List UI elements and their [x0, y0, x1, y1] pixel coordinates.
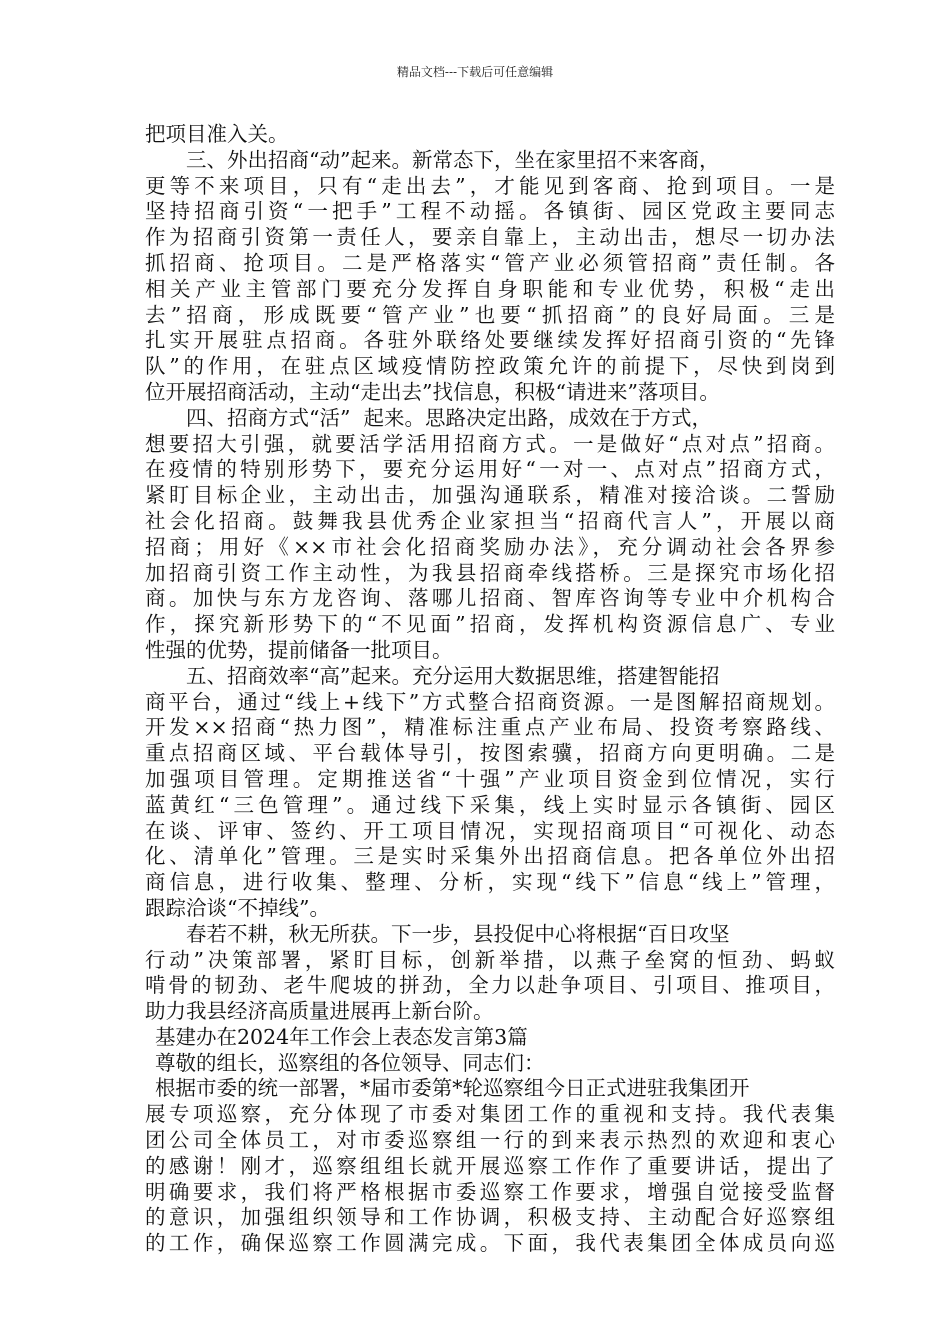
- text-line: 五、招商效率“高”起来。充分运用大数据思维，搭建智能招: [186, 663, 720, 688]
- text-line: 更等不来项目，只有“走出去”，才能见到客商、抢到项目。一是: [145, 173, 835, 198]
- text-line: 在疫情的特别形势下，要充分运用好“一对一、点对点”招商方式，: [145, 457, 835, 482]
- text-line: 作为招商引资第一责任人，要亲自靠上，主动出击，想尽一切办法: [145, 225, 835, 250]
- text-line: 相关产业主管部门要充分发挥自身职能和专业优势，积极“走出: [145, 276, 835, 301]
- text-line: 招商；用好《××市社会化招商奖励办法》，充分调动社会各界参: [145, 534, 835, 559]
- text-line: 四、招商方式“活” 起来。思路决定出路，成效在于方式，: [186, 405, 712, 430]
- text-line: 加招商引资工作主动性，为我县招商牵线搭桥。三是探究市场化招: [145, 560, 835, 585]
- text-line: 助力我县经济高质量进展再上新台阶。: [145, 999, 494, 1024]
- text-line: 团公司全体员工，对市委巡察组一行的到来表示热烈的欢迎和衷心: [145, 1128, 835, 1153]
- text-line: 跟踪洽谈“不掉线”。: [145, 895, 330, 920]
- text-line: 行动”决策部署，紧盯目标，创新举措，以燕子垒窝的恒劲、蚂蚁: [145, 947, 835, 972]
- text-line: 把项目准入关。: [145, 122, 289, 146]
- text-line: 性强的优势，提前储备一批项目。: [145, 637, 453, 662]
- text-line: 扎实开展驻点招商。各驻外联络处要继续发挥好招商引资的“先锋: [145, 328, 835, 353]
- text-line: 基建办在2024年工作会上表态发言第3篇: [155, 1024, 528, 1049]
- text-line: 加强项目管理。定期推送省“十强”产业项目资金到位情况，实行: [145, 766, 835, 791]
- text-line: 坚持招商引资“一把手”工程不动摇。各镇街、园区党政主要同志: [145, 199, 835, 224]
- text-line: 社会化招商。鼓舞我县优秀企业家担当“招商代言人”，开展以商: [145, 508, 835, 533]
- text-line: 尊敬的组长，巡察组的各位领导、同志们：: [155, 1050, 545, 1075]
- text-line: 想要招大引强，就要活学活用招商方式。一是做好“点对点”招商。: [145, 431, 835, 456]
- text-line: 蓝黄红“三色管理”。通过线下采集，线上实时显示各镇街、园区: [145, 792, 835, 817]
- text-line: 啃骨的韧劲、老牛爬坡的拼劲，全力以赴争项目、引项目、推项目，: [145, 973, 835, 998]
- text-line: 化、清单化”管理。三是实时采集外出招商信息。把各单位外出招: [145, 844, 835, 869]
- text-line: 开发××招商“热力图”，精准标注重点产业布局、投资考察路线、: [145, 715, 835, 740]
- text-line: 的工作，确保巡察工作圆满完成。下面，我代表集团全体成员向巡: [145, 1231, 835, 1256]
- text-line: 根据市委的统一部署，*届市委第*轮巡察组今日正式进驻我集团开: [155, 1076, 750, 1101]
- text-line: 商平台，通过“线上+线下”方式整合招商资源。一是图解招商规划。: [145, 689, 835, 714]
- document-body: [145, 122, 835, 1257]
- text-line: 的感谢！刚才，巡察组组长就开展巡察工作作了重要讲话，提出了: [145, 1153, 835, 1178]
- text-line: 的意识，加强组织领导和工作协调，积极支持、主动配合好巡察组: [145, 1205, 835, 1230]
- text-line: 重点招商区域、平台载体导引，按图索骥，招商方向更明确。二是: [145, 741, 835, 766]
- text-line: 队”的作用，在驻点区域疫情防控政策允许的前提下，尽快到岗到: [145, 354, 835, 379]
- text-line: 商。加快与东方龙咨询、落哪儿招商、智库咨询等专业中介机构合: [145, 586, 835, 611]
- text-line: 在谈、评审、签约、开工项目情况，实现招商项目“可视化、动态: [145, 818, 835, 843]
- text-line: 商信息，进行收集、整理、分析，实现“线下”信息“线上”管理，: [145, 870, 835, 895]
- text-line: 展专项巡察，充分体现了市委对集团工作的重视和支持。我代表集: [145, 1102, 835, 1127]
- page-header: 精品文档---下载后可任意编辑: [396, 65, 554, 79]
- text-line: 位开展招商活动，主动“走出去”找信息，积极“请进来”落项目。: [145, 379, 720, 404]
- text-line: 春若不耕，秋无所获。下一步，县投促中心将根据“百日攻坚: [186, 921, 730, 946]
- text-line: 去”招商，形成既要“管产业”也要“抓招商”的良好局面。三是: [145, 302, 835, 327]
- text-line: 明确要求，我们将严格根据市委巡察工作要求，增强自觉接受监督: [145, 1179, 835, 1204]
- text-line: 紧盯目标企业，主动出击，加强沟通联系，精准对接洽谈。二誓励: [145, 483, 835, 508]
- text-line: 作，探究新形势下的“不见面”招商，发挥机构资源信息广、专业: [145, 612, 835, 637]
- text-line: 抓招商、抢项目。二是严格落实“管产业必须管招商”责任制。各: [145, 250, 835, 275]
- text-line: 三、外出招商“动”起来。新常态下，坐在家里招不来客商，: [186, 147, 720, 172]
